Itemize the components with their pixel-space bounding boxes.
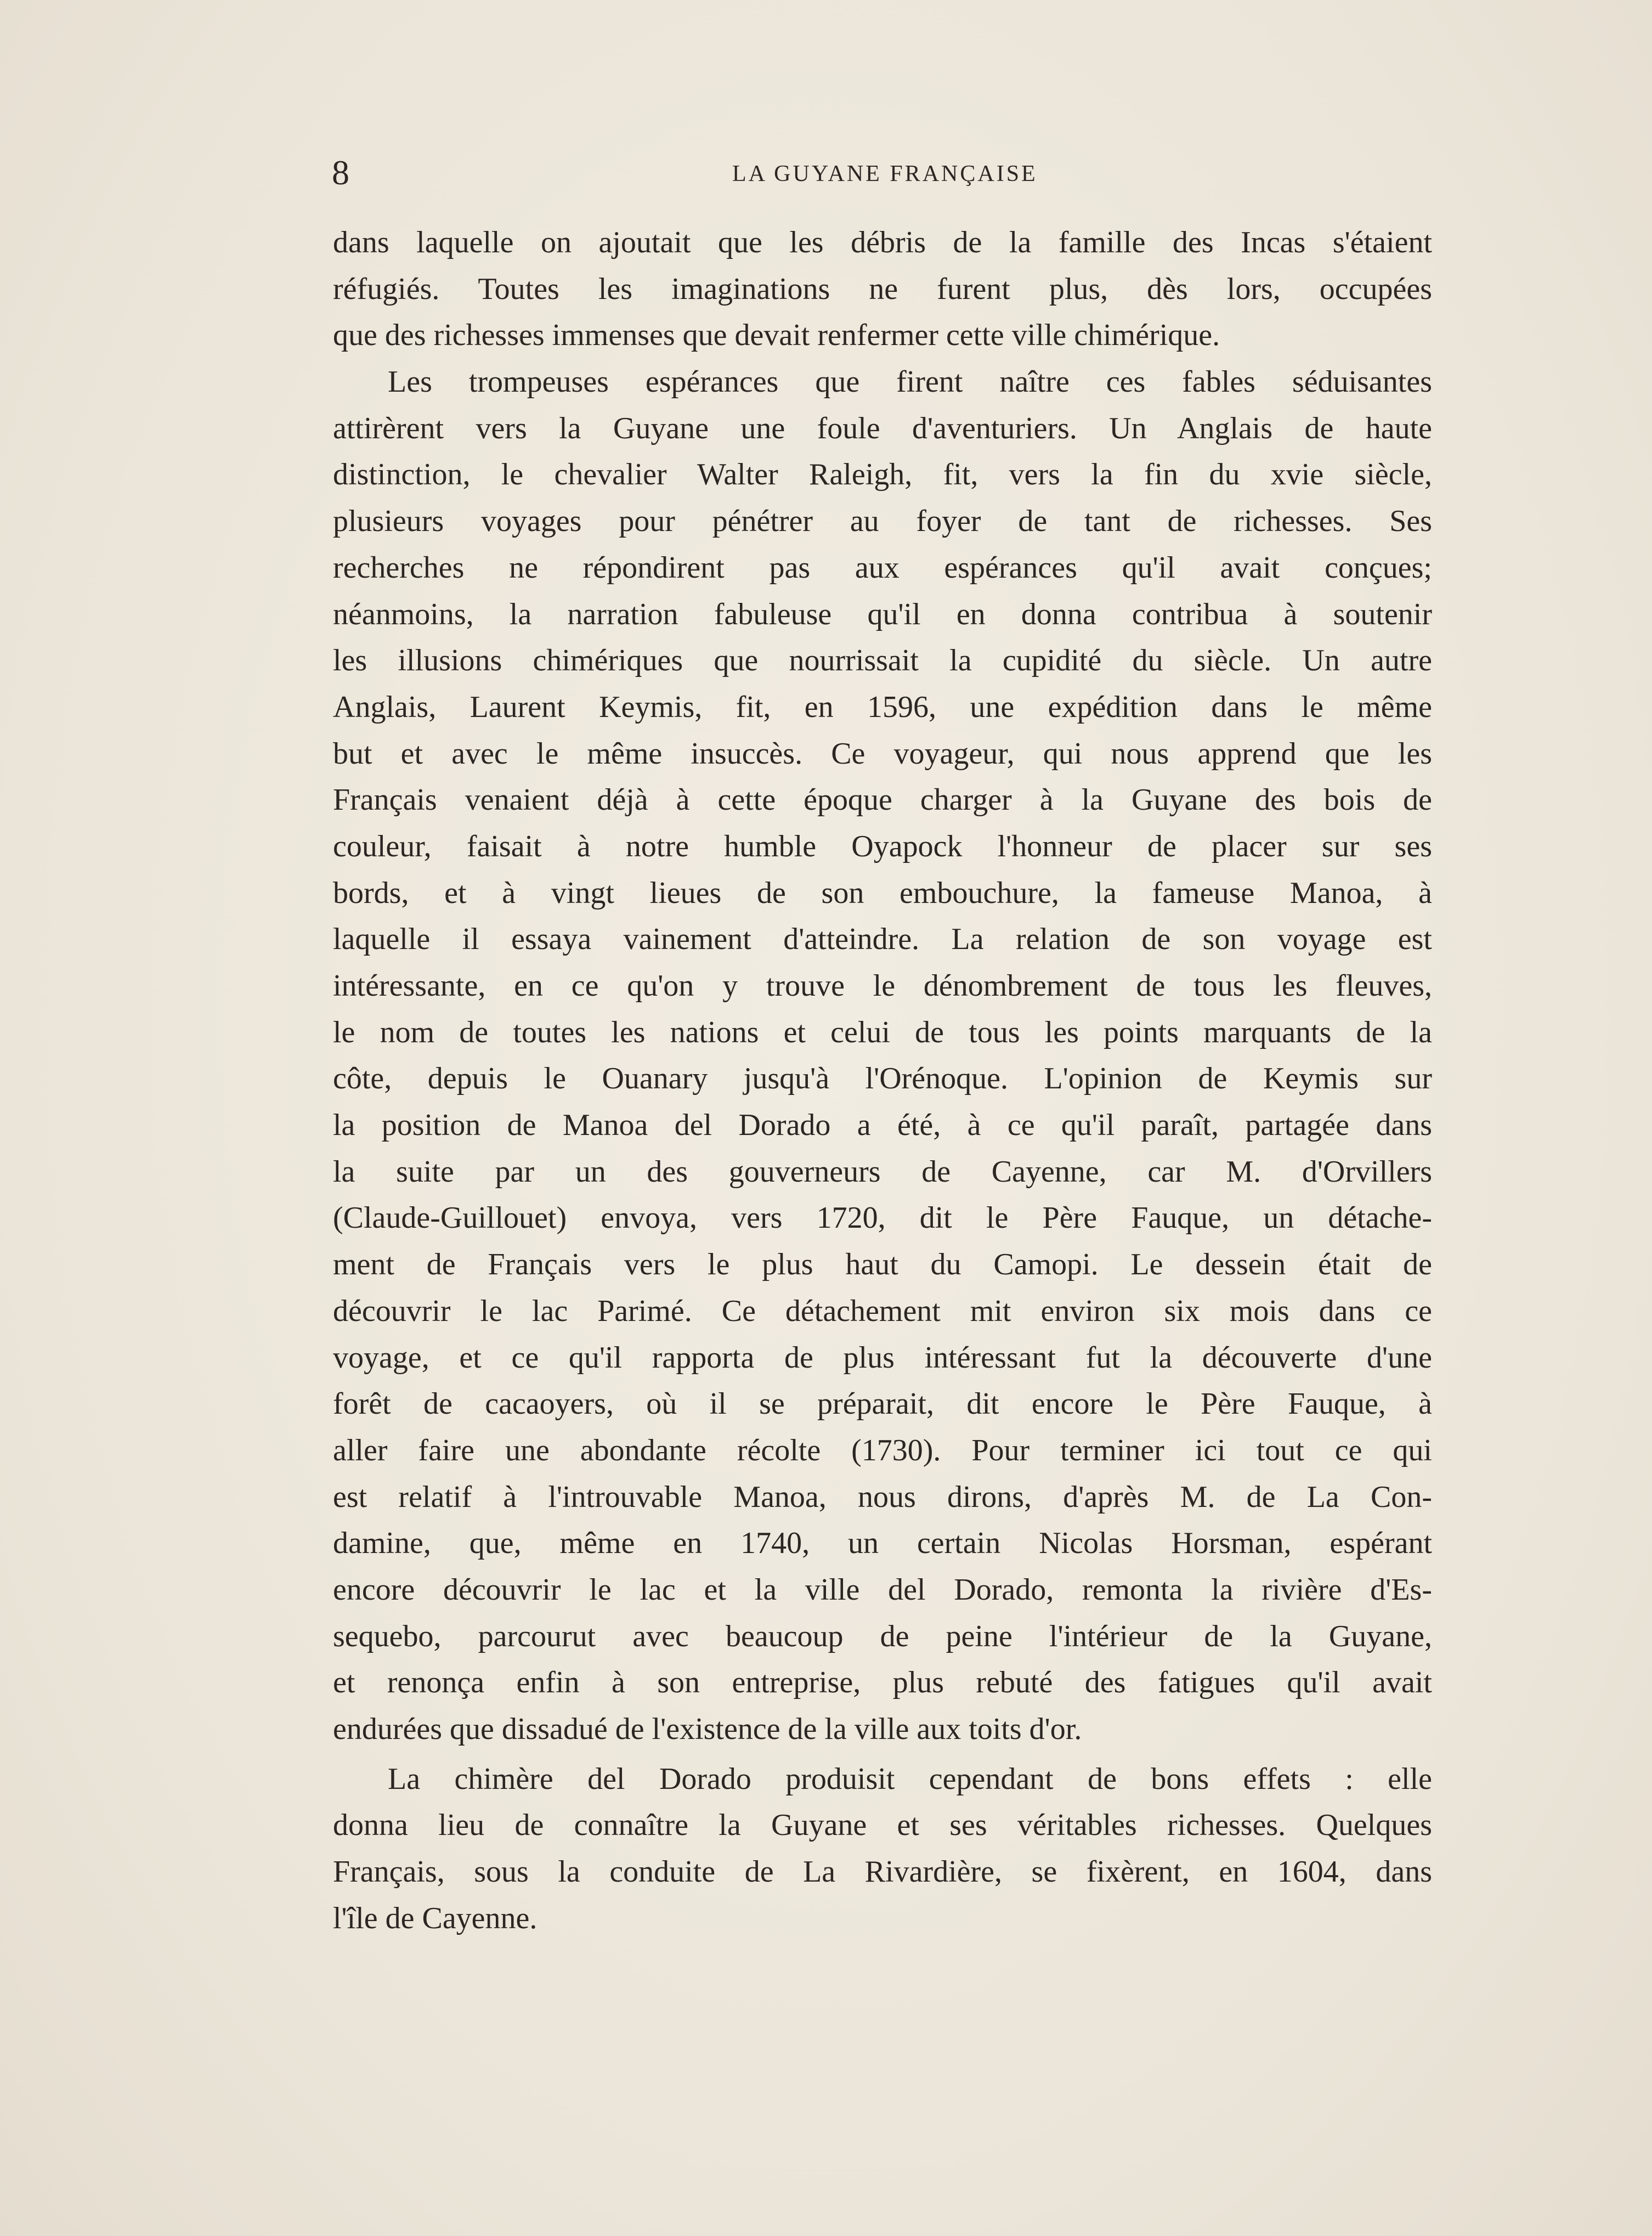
- text-line: est relatif à l'introuvable Manoa, nous dirons, d'après M. de La Con-: [333, 1480, 1432, 1514]
- text-line: plusieurs voyages pour pénétrer au foyer de tant de richesses. Ses: [333, 504, 1432, 539]
- text-line: dans laquelle on ajoutait que les débris de la famille des Incas s'étaient: [333, 225, 1432, 259]
- text-line: damine, que, même en 1740, un certain Nicolas Horsman, espérant: [333, 1526, 1432, 1561]
- text-line: réfugiés. Toutes les imaginations ne furent plus, dès lors, occupées: [333, 272, 1432, 306]
- text-line: attirèrent vers la Guyane une foule d'aventuriers. Un Anglais de haute: [333, 411, 1432, 445]
- text-line: laquelle il essaya vainement d'atteindre. La relation de son voyage est: [333, 922, 1432, 957]
- text-line: la suite par un des gouverneurs de Cayenne, car M. d'Orvillers: [333, 1154, 1432, 1189]
- body-text: [333, 219, 1432, 1941]
- text-line: l'île de Cayenne.: [333, 1901, 538, 1935]
- running-head: [332, 148, 1434, 197]
- text-line: Les trompeuses espérances que firent naître ces fables séduisantes: [388, 365, 1432, 399]
- text-line: côte, depuis le Ouanary jusqu'à l'Orénoque. L'opinion de Keymis sur: [333, 1061, 1432, 1096]
- text-line: Français, sous la conduite de La Rivardière, se fixèrent, en 1604, dans: [333, 1855, 1432, 1889]
- text-line: couleur, faisait à notre humble Oyapock l'honneur de placer sur ses: [333, 829, 1432, 863]
- text-line: et renonça enfin à son entreprise, plus rebuté des fatigues qu'il avait: [333, 1665, 1432, 1700]
- text-line: intéressante, en ce qu'on y trouve le dénombrement de tous les fleuves,: [333, 969, 1432, 1003]
- text-line: découvrir le lac Parimé. Ce détachement mit environ six mois dans ce: [333, 1294, 1432, 1328]
- page-number: 8: [332, 153, 350, 192]
- text-line: (Claude-Guillouet) envoya, vers 1720, dit le Père Fauque, un détache-: [333, 1201, 1432, 1235]
- text-line: bords, et à vingt lieues de son embouchure, la fameuse Manoa, à: [333, 876, 1432, 910]
- text-line: distinction, le chevalier Walter Raleigh, fit, vers la fin du xvie siècle,: [333, 458, 1432, 492]
- text-line: néanmoins, la narration fabuleuse qu'il en donna contribua à soutenir: [333, 597, 1432, 631]
- text-line: recherches ne répondirent pas aux espérances qu'il avait conçues;: [333, 550, 1432, 585]
- text-line: La chimère del Dorado produisit cependant de bons effets : elle: [388, 1761, 1432, 1796]
- text-line: la position de Manoa del Dorado a été, à ce qu'il paraît, partagée dans: [333, 1108, 1432, 1143]
- text-line: aller faire une abondante récolte (1730). Pour terminer ici tout ce qui: [333, 1433, 1432, 1467]
- text-line: forêt de cacaoyers, où il se préparait, dit encore le Père Fauque, à: [333, 1387, 1432, 1421]
- text-line: que des richesses immenses que devait renfermer cette ville chimérique.: [333, 318, 1220, 353]
- text-line: endurées que dissadué de l'existence de la ville aux toits d'or.: [333, 1712, 1082, 1746]
- text-line: donna lieu de connaître la Guyane et ses véritables richesses. Quelques: [333, 1808, 1432, 1843]
- text-line: Anglais, Laurent Keymis, fit, en 1596, une expédition dans le même: [333, 690, 1432, 724]
- text-line: encore découvrir le lac et la ville del Dorado, remonta la rivière d'Es-: [333, 1572, 1432, 1607]
- text-line: sequebo, parcourut avec beaucoup de peine l'intérieur de la Guyane,: [333, 1619, 1432, 1653]
- running-title: LA GUYANE FRANÇAISE: [732, 161, 1038, 187]
- text-line: ment de Français vers le plus haut du Camopi. Le dessein était de: [333, 1247, 1432, 1282]
- text-line: les illusions chimériques que nourrissait la cupidité du siècle. Un autre: [333, 643, 1432, 678]
- text-line: le nom de toutes les nations et celui de tous les points marquants de la: [333, 1015, 1432, 1049]
- text-line: but et avec le même insuccès. Ce voyageur, qui nous apprend que les: [333, 736, 1432, 771]
- text-line: Français venaient déjà à cette époque charger à la Guyane des bois de: [333, 783, 1432, 817]
- text-line: voyage, et ce qu'il rapporta de plus intéressant fut la découverte d'une: [333, 1340, 1432, 1375]
